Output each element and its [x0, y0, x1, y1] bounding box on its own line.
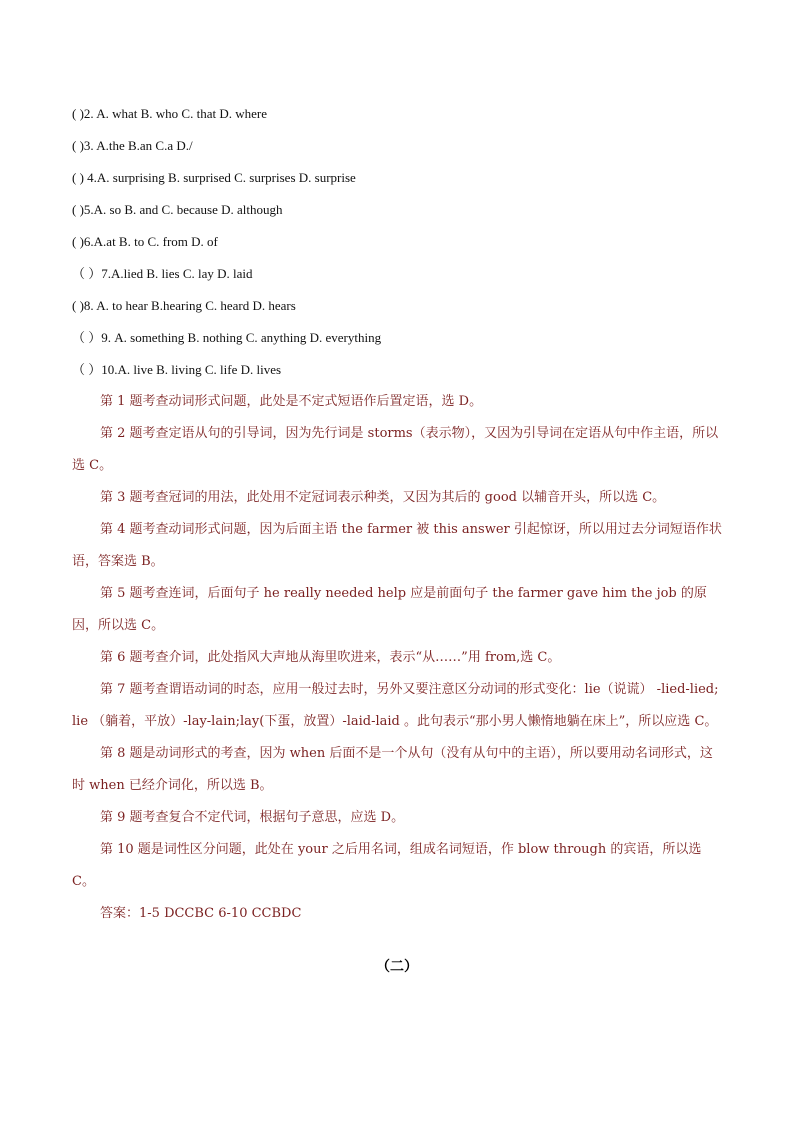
answer-key: 答案：1-5 DCCBC 6-10 CCBDC: [100, 906, 302, 921]
explanation-9: 第 9 题考查复合不定代词，根据句子意思，应选 D。: [100, 810, 405, 825]
explanation-10: 第 10 题是词性区分问题，此处在 your 之后用名词，组成名词短语，作 blow through 的宾语，所以选 C。: [72, 842, 702, 889]
option-list: [72, 98, 722, 386]
explanation-7: 第 7 题考查谓语动词的时态，应用一般过去时，另外又要注意区分动词的形式变化：lie（说谎） -lied-lied;lie （躺着，平放）-lay-lain;lay(下蛋，放置）-laid-laid 。此句表示“那小男人懒惰地躺在床上”，所以应选 C。: [72, 682, 719, 729]
explanation-2: 第 2 题考查定语从句的引导词，因为先行词是 storms（表示物），又因为引导词在定语从句中作主语，所以选 C。: [72, 426, 719, 473]
option-line-6: ( )6.A.at B. to C. from D. of: [72, 234, 218, 249]
option-line-5: ( )5.A. so B. and C. because D. although: [72, 202, 283, 217]
option-line-2: ( )2. A. what B. who C. that D. where: [72, 106, 267, 121]
explanation-5: 第 5 题考查连词，后面句子 he really needed help 应是前面句子 the farmer gave him the job 的原因，所以选 C。: [72, 586, 707, 633]
explanation-1: 第 1 题考查动词形式问题，此处是不定式短语作后置定语，选 D。: [100, 394, 483, 409]
option-line-9: （ ）9. A. something B. nothing C. anything D. everything: [72, 330, 382, 345]
option-line-4: ( ) 4.A. surprising B. surprised C. surprises D. surprise: [72, 170, 356, 185]
option-line-8: ( )8. A. to hear B.hearing C. heard D. hears: [72, 298, 296, 313]
explanation-8: 第 8 题是动词形式的考查，因为 when 后面不是一个从句（没有从句中的主语），所以要用动名词形式，这时 when 已经介词化，所以选 B。: [72, 746, 713, 793]
section-title: （二）: [376, 959, 418, 975]
option-line-3: ( )3. A.the B.an C.a D./: [72, 138, 193, 153]
explanation-list: [72, 386, 722, 898]
option-line-7: （ ）7.A.lied B. lies C. lay D. laid: [72, 266, 253, 281]
explanation-4: 第 4 题考查动词形式问题，因为后面主语 the farmer 被 this answer 引起惊讶，所以用过去分词短语作状语，答案选 B。: [72, 522, 722, 569]
explanation-6: 第 6 题考查介词，此处指风大声地从海里吹进来，表示“从……”用 from,选 C。: [100, 650, 561, 665]
option-line-10: （ ）10.A. live B. living C. life D. lives: [72, 362, 282, 377]
explanation-3: 第 3 题考查冠词的用法，此处用不定冠词表示种类，又因为其后的 good 以辅音开头，所以选 C。: [100, 490, 666, 505]
